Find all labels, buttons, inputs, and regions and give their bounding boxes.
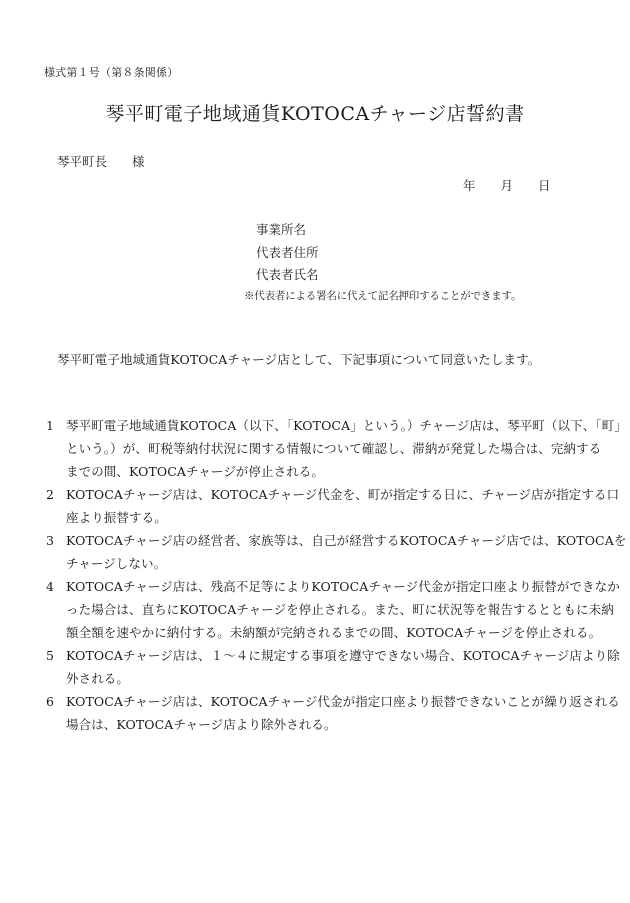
addressee: 琴平町長 様 [57,154,145,169]
item-number: 5 [46,648,55,663]
item-line: という。）が、町税等納付状況に関する情報について確認し、滞納が発覚した場合は、完納する [66,441,602,456]
pledge-items [46,414,627,736]
item-line: 場合は、KOTOCAチャージ店より除外される。 [66,717,337,732]
item-number: 1 [46,418,55,433]
item-line: KOTOCAチャージ店は、KOTOCAチャージ代金を、町が指定する日に、チャージ店が指定する口 [66,487,620,502]
pledge-item [46,529,627,575]
business-name-label: 事業所名 [256,222,307,237]
agreement-statement: 琴平町電子地域通貨KOTOCAチャージ店として、下記事項について同意いたします。 [57,352,541,367]
applicant-info [256,219,319,287]
item-line: KOTOCAチャージ店は、KOTOCAチャージ代金が指定口座より振替できないことが繰り返される [66,694,620,709]
item-line: KOTOCAチャージ店は、残高不足等によりKOTOCAチャージ代金が指定口座より振替ができなか [66,579,620,594]
form-number: 様式第１号（第８条関係） [44,66,179,79]
item-number: 3 [46,533,55,548]
signature-note: ※代表者による署名に代えて記名押印することができます。 [244,290,522,302]
item-text [66,644,620,690]
date-line: 年 月 日 [463,178,551,193]
item-line: 額全額を速やかに納付する。未納額が完納されるまでの間、KOTOCAチャージを停止される。 [66,625,602,640]
item-text [66,690,620,736]
representative-address-label: 代表者住所 [256,244,319,260]
item-text [66,575,620,644]
item-number: 4 [46,579,55,594]
pledge-item [46,483,620,529]
item-line: 琴平町電子地域通貨KOTOCA（以下、「KOTOCA」という。）チャージ店は、琴平町（以下、「町」 [66,418,627,433]
item-line: KOTOCAチャージ店は、１～４に規定する事項を遵守できない場合、KOTOCAチャージ店より除 [66,648,620,663]
item-number: 6 [46,694,55,709]
item-number: 2 [46,487,55,502]
pledge-item [46,690,620,736]
pledge-item [46,575,620,644]
item-line: までの間、KOTOCAチャージが停止される。 [66,464,325,479]
pledge-item [46,644,620,690]
pledge-item [46,414,627,483]
item-line: 外される。 [66,671,130,686]
document-title: 琴平町電子地域通貨KOTOCAチャージ店誓約書 [105,103,525,125]
item-line: った場合は、直ちにKOTOCAチャージを停止される。また、町に状況等を報告するとともに未納 [66,602,614,617]
item-line: KOTOCAチャージ店の経営者、家族等は、自己が経営するKOTOCAチャージ店では、KOTOCAを [66,533,627,548]
item-line: チャージしない。 [66,556,167,571]
item-line: 座より振替する。 [66,510,167,525]
item-text [66,483,619,529]
item-text [66,414,627,483]
item-text [66,529,626,575]
representative-name-label: 代表者氏名 [256,267,319,282]
